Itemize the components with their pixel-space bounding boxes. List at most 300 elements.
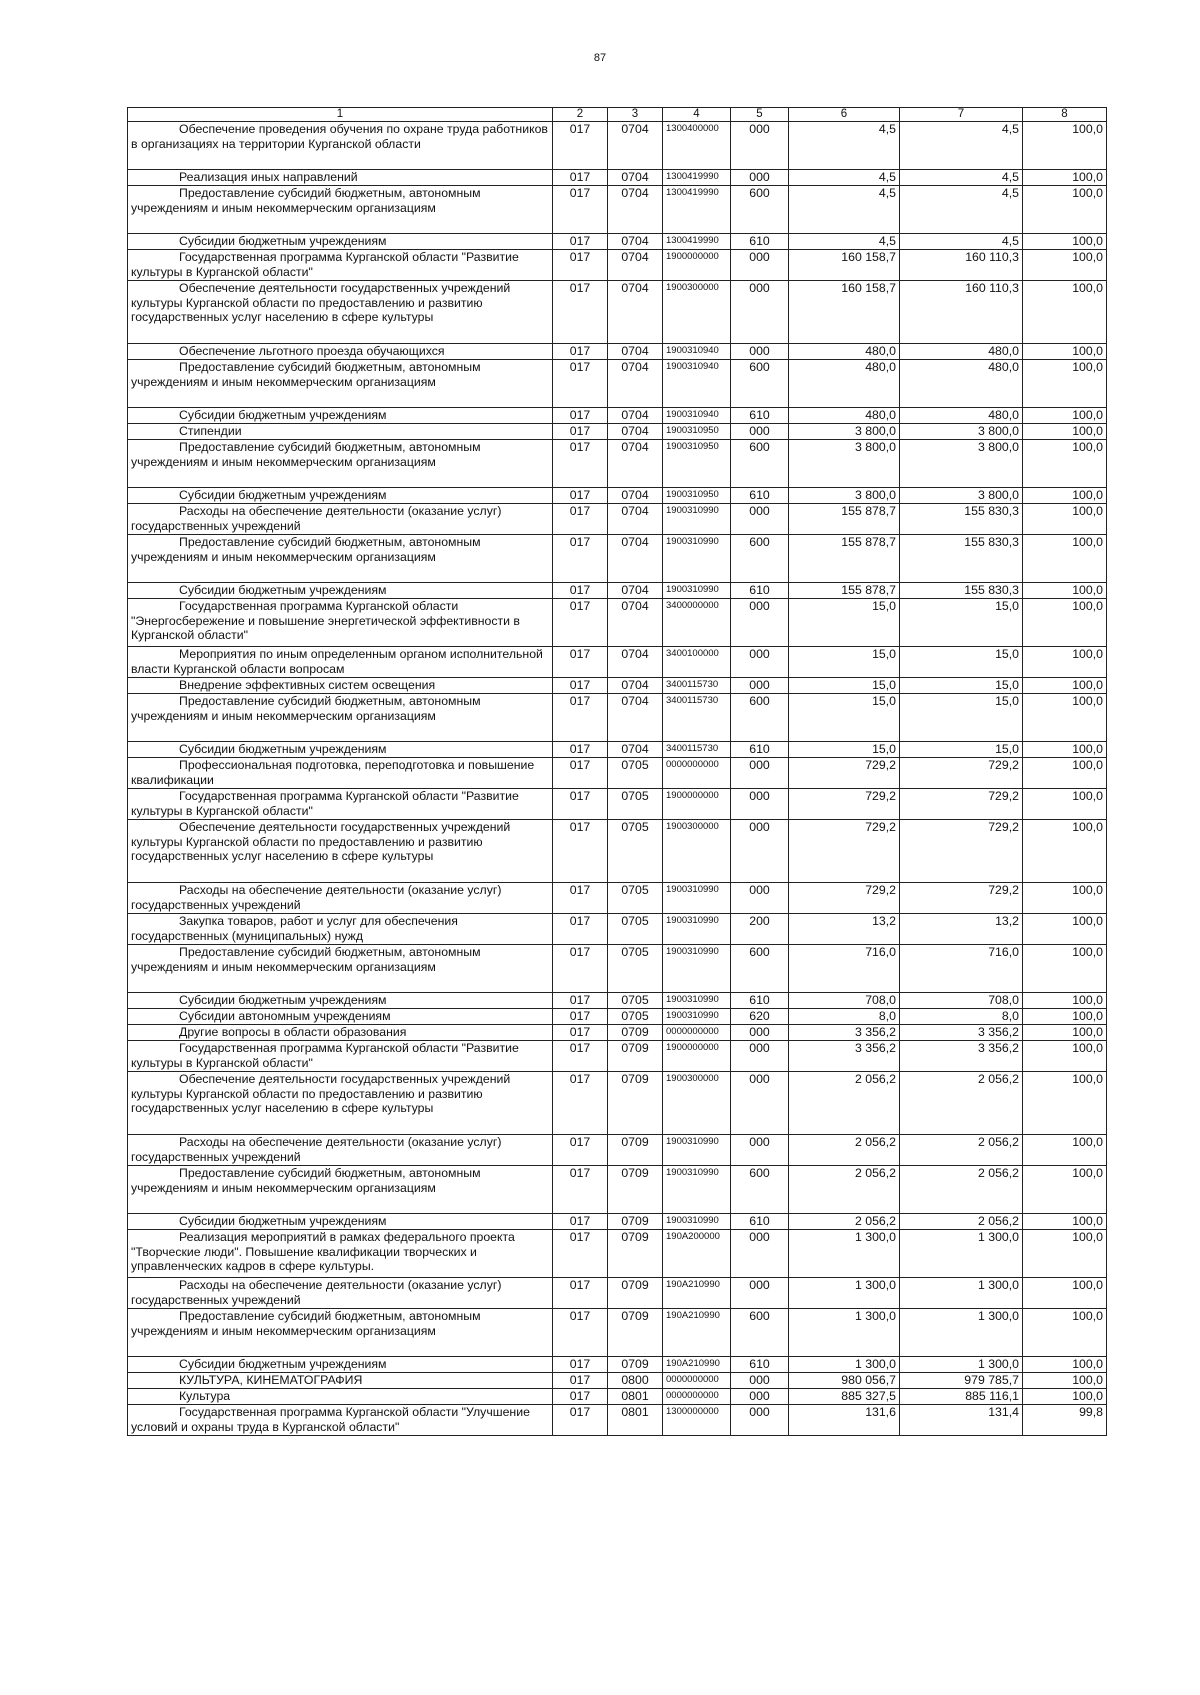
section-code: 0704	[608, 234, 663, 250]
execution-percent: 100,0	[1023, 914, 1107, 945]
header-row	[128, 108, 1107, 122]
execution-percent: 100,0	[1023, 789, 1107, 820]
actual-amount: 8,0	[900, 1009, 1023, 1025]
table-row	[128, 1230, 1107, 1278]
expense-type-code: 600	[731, 186, 789, 234]
planned-amount: 729,2	[789, 820, 900, 883]
execution-percent: 100,0	[1023, 647, 1107, 678]
actual-amount: 160 110,3	[900, 250, 1023, 281]
target-article-code: 1900310990	[663, 914, 731, 945]
ministry-code: 017	[553, 122, 608, 170]
planned-amount: 480,0	[789, 408, 900, 424]
target-article-code: 190А210990	[663, 1309, 731, 1357]
table-row	[128, 945, 1107, 993]
planned-amount: 708,0	[789, 993, 900, 1009]
expense-name: Субсидии бюджетным учреждениям	[128, 234, 553, 250]
target-article-code: 3400100000	[663, 647, 731, 678]
planned-amount: 3 800,0	[789, 424, 900, 440]
execution-percent: 100,0	[1023, 424, 1107, 440]
planned-amount: 1 300,0	[789, 1278, 900, 1309]
section-code: 0704	[608, 488, 663, 504]
actual-amount: 3 356,2	[900, 1041, 1023, 1072]
section-code: 0705	[608, 914, 663, 945]
target-article-code: 1900310990	[663, 945, 731, 993]
target-article-code: 1300419990	[663, 234, 731, 250]
expense-type-code: 600	[731, 440, 789, 488]
expense-type-code: 000	[731, 344, 789, 360]
ministry-code: 017	[553, 583, 608, 599]
target-article-code: 3400115730	[663, 678, 731, 694]
target-article-code: 1300400000	[663, 122, 731, 170]
table-row	[128, 535, 1107, 583]
expense-name: Расходы на обеспечение деятельности (оказание услуг) государственных учреждений	[128, 1135, 553, 1166]
target-article-code: 1900310990	[663, 583, 731, 599]
execution-percent: 100,0	[1023, 1135, 1107, 1166]
table-row	[128, 234, 1107, 250]
execution-percent: 100,0	[1023, 408, 1107, 424]
table-row	[128, 1009, 1107, 1025]
expense-name: Предоставление субсидий бюджетным, автономным учреждениям и иным некоммерческим организациям	[128, 186, 553, 234]
actual-amount: 4,5	[900, 186, 1023, 234]
budget-table	[127, 107, 1107, 1436]
planned-amount: 2 056,2	[789, 1214, 900, 1230]
execution-percent: 100,0	[1023, 281, 1107, 344]
execution-percent: 100,0	[1023, 1230, 1107, 1278]
section-code: 0704	[608, 583, 663, 599]
expense-name: Предоставление субсидий бюджетным, автономным учреждениям и иным некоммерческим организациям	[128, 440, 553, 488]
expense-name: Культура	[128, 1389, 553, 1405]
table-row	[128, 408, 1107, 424]
execution-percent: 100,0	[1023, 945, 1107, 993]
ministry-code: 017	[553, 758, 608, 789]
expense-name: Государственная программа Курганской области "Улучшение условий и охраны труда в Курганской области"	[128, 1405, 553, 1436]
execution-percent: 100,0	[1023, 599, 1107, 647]
actual-amount: 4,5	[900, 122, 1023, 170]
section-code: 0704	[608, 504, 663, 535]
execution-percent: 100,0	[1023, 250, 1107, 281]
section-code: 0705	[608, 1009, 663, 1025]
actual-amount: 155 830,3	[900, 583, 1023, 599]
ministry-code: 017	[553, 344, 608, 360]
target-article-code: 1900310950	[663, 440, 731, 488]
section-code: 0705	[608, 789, 663, 820]
target-article-code: 1900310990	[663, 1009, 731, 1025]
table-row	[128, 424, 1107, 440]
planned-amount: 3 800,0	[789, 488, 900, 504]
table-row	[128, 1405, 1107, 1436]
ministry-code: 017	[553, 883, 608, 914]
ministry-code: 017	[553, 488, 608, 504]
expense-name: Расходы на обеспечение деятельности (оказание услуг) государственных учреждений	[128, 883, 553, 914]
table-row	[128, 170, 1107, 186]
expense-type-code: 200	[731, 914, 789, 945]
table-row	[128, 1278, 1107, 1309]
planned-amount: 15,0	[789, 742, 900, 758]
execution-percent: 100,0	[1023, 1072, 1107, 1135]
execution-percent: 100,0	[1023, 1009, 1107, 1025]
column-header: 3	[608, 108, 663, 122]
actual-amount: 3 356,2	[900, 1025, 1023, 1041]
expense-type-code: 610	[731, 742, 789, 758]
actual-amount: 1 300,0	[900, 1230, 1023, 1278]
target-article-code: 1300419990	[663, 170, 731, 186]
expense-type-code: 610	[731, 583, 789, 599]
expense-type-code: 000	[731, 1278, 789, 1309]
table-row	[128, 122, 1107, 170]
ministry-code: 017	[553, 1278, 608, 1309]
section-code: 0705	[608, 820, 663, 883]
section-code: 0705	[608, 993, 663, 1009]
actual-amount: 2 056,2	[900, 1214, 1023, 1230]
ministry-code: 017	[553, 234, 608, 250]
planned-amount: 1 300,0	[789, 1309, 900, 1357]
expense-type-code: 600	[731, 945, 789, 993]
target-article-code: 190А210990	[663, 1357, 731, 1373]
column-header: 1	[128, 108, 553, 122]
section-code: 0704	[608, 122, 663, 170]
expense-type-code: 000	[731, 789, 789, 820]
planned-amount: 729,2	[789, 883, 900, 914]
expense-name: Предоставление субсидий бюджетным, автономным учреждениям и иным некоммерческим организациям	[128, 360, 553, 408]
target-article-code: 1900310940	[663, 360, 731, 408]
table-row	[128, 820, 1107, 883]
planned-amount: 4,5	[789, 186, 900, 234]
section-code: 0801	[608, 1405, 663, 1436]
actual-amount: 15,0	[900, 678, 1023, 694]
expense-type-code: 000	[731, 883, 789, 914]
planned-amount: 729,2	[789, 789, 900, 820]
target-article-code: 1900300000	[663, 820, 731, 883]
table-row	[128, 694, 1107, 742]
ministry-code: 017	[553, 993, 608, 1009]
expense-name: Закупка товаров, работ и услуг для обеспечения государственных (муниципальных) нужд	[128, 914, 553, 945]
table-row	[128, 583, 1107, 599]
expense-type-code: 610	[731, 1214, 789, 1230]
execution-percent: 100,0	[1023, 1166, 1107, 1214]
table-row	[128, 250, 1107, 281]
section-code: 0704	[608, 186, 663, 234]
expense-name: Государственная программа Курганской области "Развитие культуры в Курганской области"	[128, 250, 553, 281]
section-code: 0704	[608, 424, 663, 440]
expense-type-code: 000	[731, 250, 789, 281]
expense-type-code: 600	[731, 535, 789, 583]
table-row	[128, 758, 1107, 789]
execution-percent: 100,0	[1023, 234, 1107, 250]
actual-amount: 716,0	[900, 945, 1023, 993]
expense-name: Обеспечение деятельности государственных учреждений культуры Курганской области по предоставлению и развитию государственных услуг населению в сфере культуры	[128, 820, 553, 883]
execution-percent: 100,0	[1023, 488, 1107, 504]
target-article-code: 0000000000	[663, 1373, 731, 1389]
expense-name: Расходы на обеспечение деятельности (оказание услуг) государственных учреждений	[128, 504, 553, 535]
expense-name: Предоставление субсидий бюджетным, автономным учреждениям и иным некоммерческим организациям	[128, 1309, 553, 1357]
section-code: 0704	[608, 250, 663, 281]
section-code: 0704	[608, 281, 663, 344]
execution-percent: 100,0	[1023, 694, 1107, 742]
execution-percent: 99,8	[1023, 1405, 1107, 1436]
expense-type-code: 600	[731, 1166, 789, 1214]
execution-percent: 100,0	[1023, 742, 1107, 758]
ministry-code: 017	[553, 360, 608, 408]
actual-amount: 2 056,2	[900, 1072, 1023, 1135]
expense-name: Субсидии бюджетным учреждениям	[128, 742, 553, 758]
section-code: 0709	[608, 1135, 663, 1166]
expense-type-code: 000	[731, 1230, 789, 1278]
target-article-code: 1900300000	[663, 281, 731, 344]
column-header: 5	[731, 108, 789, 122]
planned-amount: 2 056,2	[789, 1072, 900, 1135]
expense-type-code: 620	[731, 1009, 789, 1025]
ministry-code: 017	[553, 535, 608, 583]
expense-name: Обеспечение льготного проезда обучающихся	[128, 344, 553, 360]
expense-type-code: 000	[731, 424, 789, 440]
section-code: 0709	[608, 1309, 663, 1357]
actual-amount: 155 830,3	[900, 504, 1023, 535]
execution-percent: 100,0	[1023, 122, 1107, 170]
actual-amount: 1 300,0	[900, 1309, 1023, 1357]
target-article-code: 0000000000	[663, 758, 731, 789]
expense-type-code: 000	[731, 1041, 789, 1072]
expense-type-code: 610	[731, 993, 789, 1009]
target-article-code: 1900310950	[663, 488, 731, 504]
execution-percent: 100,0	[1023, 1389, 1107, 1405]
planned-amount: 3 356,2	[789, 1025, 900, 1041]
expense-name: Субсидии бюджетным учреждениям	[128, 1214, 553, 1230]
expense-name: Мероприятия по иным определенным органом исполнительной власти Курганской области вопросам	[128, 647, 553, 678]
expense-type-code: 610	[731, 1357, 789, 1373]
expense-type-code: 000	[731, 1389, 789, 1405]
ministry-code: 017	[553, 1135, 608, 1166]
execution-percent: 100,0	[1023, 1041, 1107, 1072]
target-article-code: 1900310990	[663, 1166, 731, 1214]
planned-amount: 155 878,7	[789, 535, 900, 583]
target-article-code: 1900000000	[663, 250, 731, 281]
actual-amount: 729,2	[900, 789, 1023, 820]
actual-amount: 729,2	[900, 820, 1023, 883]
expense-type-code: 000	[731, 1025, 789, 1041]
expense-name: Субсидии бюджетным учреждениям	[128, 583, 553, 599]
planned-amount: 160 158,7	[789, 281, 900, 344]
section-code: 0709	[608, 1025, 663, 1041]
execution-percent: 100,0	[1023, 758, 1107, 789]
ministry-code: 017	[553, 281, 608, 344]
target-article-code: 1900310940	[663, 408, 731, 424]
table-row	[128, 1166, 1107, 1214]
expense-name: Субсидии бюджетным учреждениям	[128, 408, 553, 424]
section-code: 0705	[608, 758, 663, 789]
ministry-code: 017	[553, 1405, 608, 1436]
expense-type-code: 000	[731, 758, 789, 789]
ministry-code: 017	[553, 250, 608, 281]
section-code: 0705	[608, 883, 663, 914]
execution-percent: 100,0	[1023, 1373, 1107, 1389]
execution-percent: 100,0	[1023, 186, 1107, 234]
actual-amount: 1 300,0	[900, 1278, 1023, 1309]
planned-amount: 885 327,5	[789, 1389, 900, 1405]
actual-amount: 480,0	[900, 360, 1023, 408]
target-article-code: 1900000000	[663, 789, 731, 820]
section-code: 0709	[608, 1230, 663, 1278]
target-article-code: 3400115730	[663, 742, 731, 758]
planned-amount: 716,0	[789, 945, 900, 993]
actual-amount: 15,0	[900, 694, 1023, 742]
expense-type-code: 000	[731, 678, 789, 694]
execution-percent: 100,0	[1023, 820, 1107, 883]
target-article-code: 0000000000	[663, 1389, 731, 1405]
planned-amount: 2 056,2	[789, 1166, 900, 1214]
execution-percent: 100,0	[1023, 1278, 1107, 1309]
expense-type-code: 000	[731, 504, 789, 535]
expense-type-code: 610	[731, 488, 789, 504]
section-code: 0704	[608, 360, 663, 408]
actual-amount: 15,0	[900, 647, 1023, 678]
planned-amount: 15,0	[789, 678, 900, 694]
section-code: 0709	[608, 1357, 663, 1373]
expense-type-code: 000	[731, 1072, 789, 1135]
target-article-code: 3400115730	[663, 694, 731, 742]
execution-percent: 100,0	[1023, 344, 1107, 360]
expense-name: Предоставление субсидий бюджетным, автономным учреждениям и иным некоммерческим организациям	[128, 694, 553, 742]
expense-type-code: 000	[731, 170, 789, 186]
actual-amount: 3 800,0	[900, 488, 1023, 504]
section-code: 0709	[608, 1041, 663, 1072]
execution-percent: 100,0	[1023, 678, 1107, 694]
planned-amount: 131,6	[789, 1405, 900, 1436]
table-row	[128, 344, 1107, 360]
table-row	[128, 1135, 1107, 1166]
table-row	[128, 647, 1107, 678]
table-row	[128, 993, 1107, 1009]
table-row	[128, 186, 1107, 234]
ministry-code: 017	[553, 1230, 608, 1278]
execution-percent: 100,0	[1023, 1025, 1107, 1041]
ministry-code: 017	[553, 1389, 608, 1405]
actual-amount: 15,0	[900, 742, 1023, 758]
ministry-code: 017	[553, 599, 608, 647]
table-row	[128, 440, 1107, 488]
table-row	[128, 1357, 1107, 1373]
expense-name: Субсидии бюджетным учреждениям	[128, 488, 553, 504]
section-code: 0709	[608, 1166, 663, 1214]
table-row	[128, 281, 1107, 344]
actual-amount: 729,2	[900, 758, 1023, 789]
section-code: 0704	[608, 408, 663, 424]
execution-percent: 100,0	[1023, 440, 1107, 488]
execution-percent: 100,0	[1023, 360, 1107, 408]
planned-amount: 4,5	[789, 122, 900, 170]
expense-name: Субсидии бюджетным учреждениям	[128, 1357, 553, 1373]
ministry-code: 017	[553, 424, 608, 440]
expense-name: Реализация иных направлений	[128, 170, 553, 186]
planned-amount: 480,0	[789, 360, 900, 408]
ministry-code: 017	[553, 1309, 608, 1357]
expense-name: Государственная программа Курганской области "Развитие культуры в Курганской области"	[128, 789, 553, 820]
actual-amount: 3 800,0	[900, 424, 1023, 440]
target-article-code: 1900300000	[663, 1072, 731, 1135]
table-row	[128, 1309, 1107, 1357]
target-article-code: 1900310990	[663, 883, 731, 914]
expense-name: Внедрение эффективных систем освещения	[128, 678, 553, 694]
section-code: 0704	[608, 344, 663, 360]
planned-amount: 480,0	[789, 344, 900, 360]
ministry-code: 017	[553, 1072, 608, 1135]
table-row	[128, 1041, 1107, 1072]
ministry-code: 017	[553, 694, 608, 742]
table-row	[128, 1025, 1107, 1041]
actual-amount: 131,4	[900, 1405, 1023, 1436]
actual-amount: 729,2	[900, 883, 1023, 914]
expense-name: Государственная программа Курганской области "Развитие культуры в Курганской области"	[128, 1041, 553, 1072]
expense-name: Субсидии бюджетным учреждениям	[128, 993, 553, 1009]
actual-amount: 885 116,1	[900, 1389, 1023, 1405]
planned-amount: 4,5	[789, 234, 900, 250]
section-code: 0709	[608, 1278, 663, 1309]
target-article-code: 1900000000	[663, 1041, 731, 1072]
expense-type-code: 000	[731, 1373, 789, 1389]
column-header: 7	[900, 108, 1023, 122]
ministry-code: 017	[553, 1166, 608, 1214]
target-article-code: 1900310940	[663, 344, 731, 360]
section-code: 0704	[608, 647, 663, 678]
execution-percent: 100,0	[1023, 583, 1107, 599]
actual-amount: 480,0	[900, 408, 1023, 424]
section-code: 0704	[608, 440, 663, 488]
ministry-code: 017	[553, 647, 608, 678]
target-article-code: 1900310990	[663, 535, 731, 583]
planned-amount: 8,0	[789, 1009, 900, 1025]
ministry-code: 017	[553, 789, 608, 820]
column-header: 6	[789, 108, 900, 122]
ministry-code: 017	[553, 820, 608, 883]
ministry-code: 017	[553, 408, 608, 424]
ministry-code: 017	[553, 1009, 608, 1025]
section-code: 0704	[608, 599, 663, 647]
planned-amount: 15,0	[789, 647, 900, 678]
expense-type-code: 000	[731, 122, 789, 170]
ministry-code: 017	[553, 186, 608, 234]
expense-name: Обеспечение деятельности государственных учреждений культуры Курганской области по предоставлению и развитию государственных услуг населению в сфере культуры	[128, 281, 553, 344]
planned-amount: 15,0	[789, 599, 900, 647]
target-article-code: 1900310990	[663, 993, 731, 1009]
expense-name: Профессиональная подготовка, переподготовка и повышение квалификации	[128, 758, 553, 789]
ministry-code: 017	[553, 504, 608, 535]
execution-percent: 100,0	[1023, 535, 1107, 583]
actual-amount: 13,2	[900, 914, 1023, 945]
table-row	[128, 1373, 1107, 1389]
execution-percent: 100,0	[1023, 170, 1107, 186]
execution-percent: 100,0	[1023, 883, 1107, 914]
expense-type-code: 000	[731, 820, 789, 883]
expense-type-code: 600	[731, 1309, 789, 1357]
target-article-code: 0000000000	[663, 1025, 731, 1041]
section-code: 0709	[608, 1072, 663, 1135]
planned-amount: 155 878,7	[789, 504, 900, 535]
expense-name: Обеспечение деятельности государственных учреждений культуры Курганской области по предоставлению и развитию государственных услуг населению в сфере культуры	[128, 1072, 553, 1135]
expense-name: Предоставление субсидий бюджетным, автономным учреждениям и иным некоммерческим организациям	[128, 945, 553, 993]
expense-name: КУЛЬТУРА, КИНЕМАТОГРАФИЯ	[128, 1373, 553, 1389]
planned-amount: 3 800,0	[789, 440, 900, 488]
actual-amount: 15,0	[900, 599, 1023, 647]
table-row	[128, 504, 1107, 535]
section-code: 0800	[608, 1373, 663, 1389]
actual-amount: 979 785,7	[900, 1373, 1023, 1389]
actual-amount: 2 056,2	[900, 1135, 1023, 1166]
expense-type-code: 000	[731, 281, 789, 344]
expense-name: Предоставление субсидий бюджетным, автономным учреждениям и иным некоммерческим организациям	[128, 535, 553, 583]
planned-amount: 15,0	[789, 694, 900, 742]
expense-type-code: 000	[731, 599, 789, 647]
actual-amount: 155 830,3	[900, 535, 1023, 583]
planned-amount: 13,2	[789, 914, 900, 945]
